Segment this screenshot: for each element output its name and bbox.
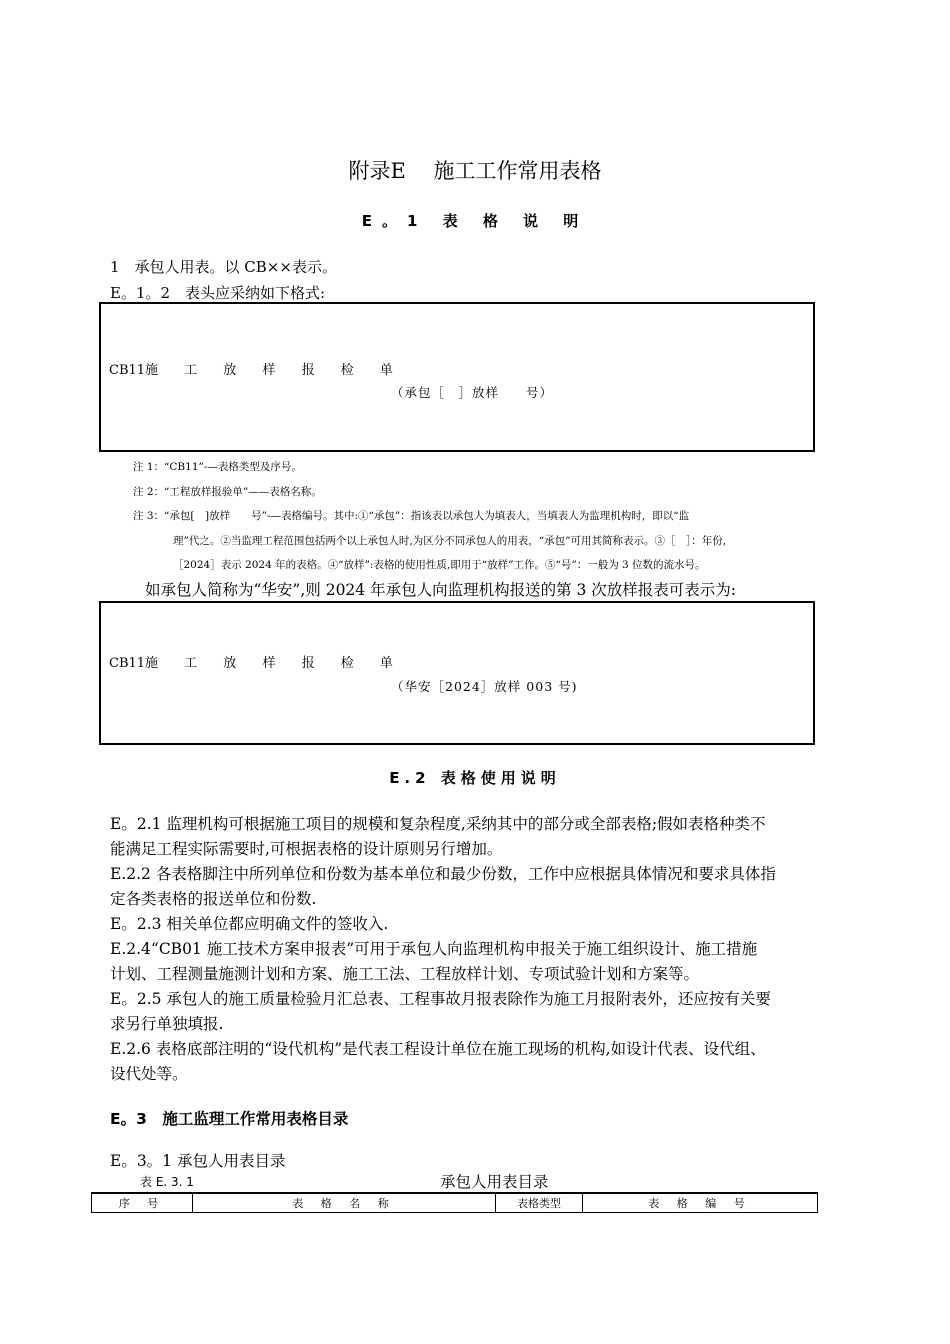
table-header-row	[92, 1193, 818, 1213]
section-e3-heading: E。3 施工监理工作常用表格目录	[110, 1110, 349, 1128]
e2-line: E.2.2 各表格脚注中所列单位和份数为基本单位和最少份数，工作中应根据具体情况和要求具体指	[110, 865, 776, 883]
form-code: CB11	[109, 363, 146, 378]
table-title: 承包人用表目录	[440, 1173, 549, 1191]
form-number-example: （华安［2024］放样 003 号)	[391, 679, 578, 694]
e2-line: E。2.5 承包人的施工质量检验月汇总表、工程事故月报表除作为施工月报附表外，还应按有关要	[110, 990, 771, 1008]
form-code: CB11	[109, 656, 146, 671]
column-header-number: 表 格 编 号	[583, 1193, 818, 1213]
e2-line: E.2.6 表格底部注明的“设代机构”是代表工程设计单位在施工现场的机构,如设计代表、设代组、	[110, 1040, 766, 1058]
e2-line: 定各类表格的报送单位和份数.	[110, 890, 317, 908]
form-name: 施 工 放 样 报 检 单	[145, 363, 404, 378]
e2-line: 设代处等。	[110, 1065, 188, 1083]
column-header-index: 序 号	[92, 1193, 193, 1213]
e2-line: 能满足工程实际需要时,可根据表格的设计原则另行增加。	[110, 840, 503, 858]
section-e1-heading: E。1 表 格 说 明	[361, 212, 589, 230]
e2-line: E。2.3 相关单位都应明确文件的签收入.	[110, 915, 389, 933]
note-3-cont-2: ［2024］表示 2024 年的表格。④“放样”:表格的使用性质,即用于“放样”工作。⑤“号”：一般为 3 位数的流水号。	[173, 559, 706, 571]
column-header-name: 表 格 名 称	[193, 1193, 496, 1213]
e2-line: E。2.1 监理机构可根据施工项目的规模和复杂程度,采纳其中的部分或全部表格;假如表格种类不	[110, 815, 766, 833]
table-label: 表 E. 3. 1	[140, 1175, 194, 1189]
page-title: 附录E 施工工作常用表格	[348, 159, 602, 183]
form-number-template: （承包［ ］放样 号）	[391, 385, 554, 400]
note-1: 注 1：“CB11”-—表格类型及序号。	[133, 461, 302, 473]
e3-sub-heading: E。3。1 承包人用表目录	[110, 1152, 286, 1170]
note-3: 注 3：“承包[ ]放样 号”-—表格编号。其中:①“承包”：指该表以承包人为填表人，当填表人为监理机构时，即以“监	[133, 510, 690, 522]
example-line: 如承包人简称为“华安”,则 2024 年承包人向监理机构报送的第 3 次放样报表可表示为:	[145, 581, 737, 599]
section-e2-heading: E.2 表格使用说明	[389, 769, 561, 787]
header-format-box	[99, 302, 815, 452]
e2-line: 计划、工程测量施测计划和方案、施工工法、工程放样计划、专项试验计划和方案等。	[110, 965, 700, 983]
note-3-cont-1: 理”代之。②当监理工程范围包括两个以上承包人时,为区分不同承包人的用表，“承包”可用其简称表示。③［ ］：年份,	[173, 535, 727, 547]
note-2: 注 2：“工程放样报验单”——表格名称。	[133, 486, 322, 498]
e2-line: 求另行单独填报.	[110, 1015, 224, 1033]
e1-line-1: 1 承包人用表。以 CB××表示。	[110, 258, 337, 276]
e1-line-2: E。1。2 表头应采纳如下格式:	[110, 284, 326, 302]
contractor-forms-table	[91, 1192, 818, 1213]
form-name: 施 工 放 样 报 检 单	[145, 656, 404, 671]
column-header-type: 表格类型	[496, 1193, 583, 1213]
e2-line: E.2.4“CB01 施工技术方案申报表”可用于承包人向监理机构申报关于施工组织设计、施工措施	[110, 940, 758, 958]
example-format-box	[99, 601, 815, 745]
